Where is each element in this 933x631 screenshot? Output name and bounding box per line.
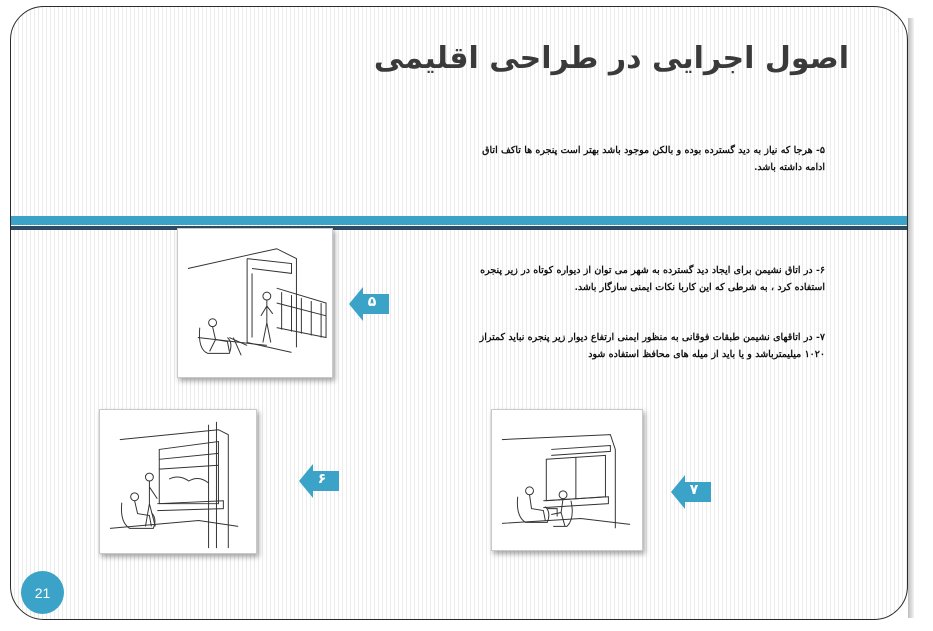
figure-7-arrow: [671, 475, 711, 509]
figure-5-image: [177, 228, 333, 378]
paragraph-7: ۷- در اتاقهای نشیمن طبقات فوقانی به منظور ایمنی ارتفاع دیوار زیر پنجره نباید کمتراز ۱۰۲۰ میلیمترباشد و یا باید از میله های محافظ استفاده شود: [479, 332, 825, 360]
slide-title: اصول اجرایی در طراحی اقلیمی: [373, 41, 849, 76]
slide-shadow: [908, 18, 914, 618]
figure-5-label: ۵: [367, 294, 377, 310]
slide: [10, 6, 908, 620]
low-wall-window-sketch: [100, 410, 256, 553]
figure-6-label: ۶: [317, 471, 327, 487]
figure-5-arrow: [349, 287, 389, 321]
paragraph-5: ۵- هرجا که نیاز به دید گسترده بوده و بالکن موجود باشد بهتر است پنجره ها تاکف اتاق ادامه داشته باشد.: [482, 145, 825, 173]
figure-6-arrow: [299, 464, 339, 498]
dark-band: [11, 226, 907, 230]
figure-6-image: [99, 409, 257, 554]
balcony-sketch: [178, 229, 332, 377]
figure-7-image: [491, 409, 643, 551]
accent-band: [11, 216, 907, 225]
page-number: 21: [21, 571, 64, 614]
paragraph-6: ۶- در اتاق نشیمن برای ایجاد دید گسترده به شهر می توان از دیواره کوتاه در زیر پنجره استفاده کرد ، به شرطی که این کاربا نکات ایمنی سازگار باشد.: [480, 265, 825, 293]
safety-rail-window-sketch: [492, 410, 642, 550]
figure-7-label: ۷: [689, 482, 699, 498]
